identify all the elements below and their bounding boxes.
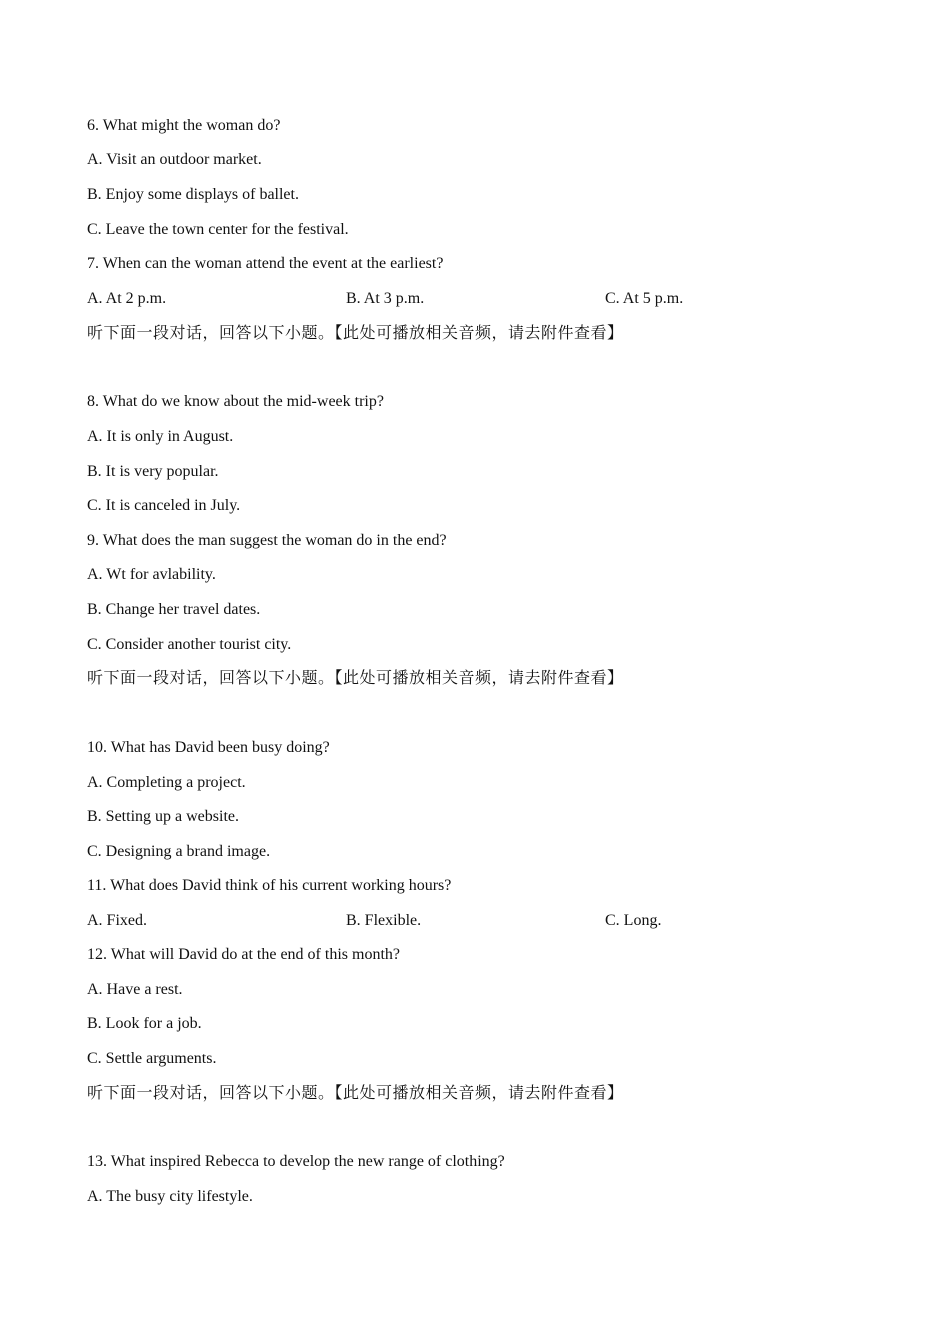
- question-6-stem: 6. What might the woman do?: [87, 117, 281, 134]
- question-11-option-a: A. Fixed.: [87, 912, 147, 929]
- question-6-option-c: C. Leave the town center for the festival.: [87, 221, 349, 238]
- question-7-option-c: C. At 5 p.m.: [605, 290, 684, 307]
- question-8-option-a: A. It is only in August.: [87, 428, 234, 445]
- question-10-option-a: A. Completing a project.: [87, 774, 246, 791]
- question-9-stem: 9. What does the man suggest the woman do in the end?: [87, 532, 447, 549]
- question-13-stem: 13. What inspired Rebecca to develop the new range of clothing?: [87, 1153, 505, 1170]
- listening-instruction: 听下面一段对话，回答以下小题。【此处可播放相关音频，请去附件查看】: [87, 325, 624, 342]
- question-10-option-c: C. Designing a brand image.: [87, 843, 271, 860]
- question-11-stem: 11. What does David think of his current working hours?: [87, 877, 452, 894]
- question-13-option-a: A. The busy city lifestyle.: [87, 1188, 253, 1205]
- listening-instruction: 听下面一段对话，回答以下小题。【此处可播放相关音频，请去附件查看】: [87, 670, 624, 687]
- question-7-option-a: A. At 2 p.m.: [87, 290, 167, 307]
- question-11-option-b: B. Flexible.: [346, 912, 422, 929]
- question-12-stem: 12. What will David do at the end of this month?: [87, 946, 400, 963]
- question-8-option-b: B. It is very popular.: [87, 463, 219, 480]
- question-7-stem: 7. When can the woman attend the event at the earliest?: [87, 255, 444, 272]
- question-6-option-b: B. Enjoy some displays of ballet.: [87, 186, 299, 203]
- question-11-option-c: C. Long.: [605, 912, 662, 929]
- question-9-option-b: B. Change her travel dates.: [87, 601, 261, 618]
- question-9-option-a: A. Wt for avlability.: [87, 566, 216, 583]
- question-9-option-c: C. Consider another tourist city.: [87, 636, 292, 653]
- question-10-stem: 10. What has David been busy doing?: [87, 739, 330, 756]
- question-6-option-a: A. Visit an outdoor market.: [87, 151, 262, 168]
- question-7-option-b: B. At 3 p.m.: [346, 290, 425, 307]
- listening-instruction: 听下面一段对话，回答以下小题。【此处可播放相关音频，请去附件查看】: [87, 1085, 624, 1102]
- question-12-option-a: A. Have a rest.: [87, 981, 183, 998]
- question-10-option-b: B. Setting up a website.: [87, 808, 239, 825]
- question-8-option-c: C. It is canceled in July.: [87, 497, 241, 514]
- question-8-stem: 8. What do we know about the mid-week trip?: [87, 393, 384, 410]
- question-12-option-b: B. Look for a job.: [87, 1015, 202, 1032]
- question-12-option-c: C. Settle arguments.: [87, 1050, 217, 1067]
